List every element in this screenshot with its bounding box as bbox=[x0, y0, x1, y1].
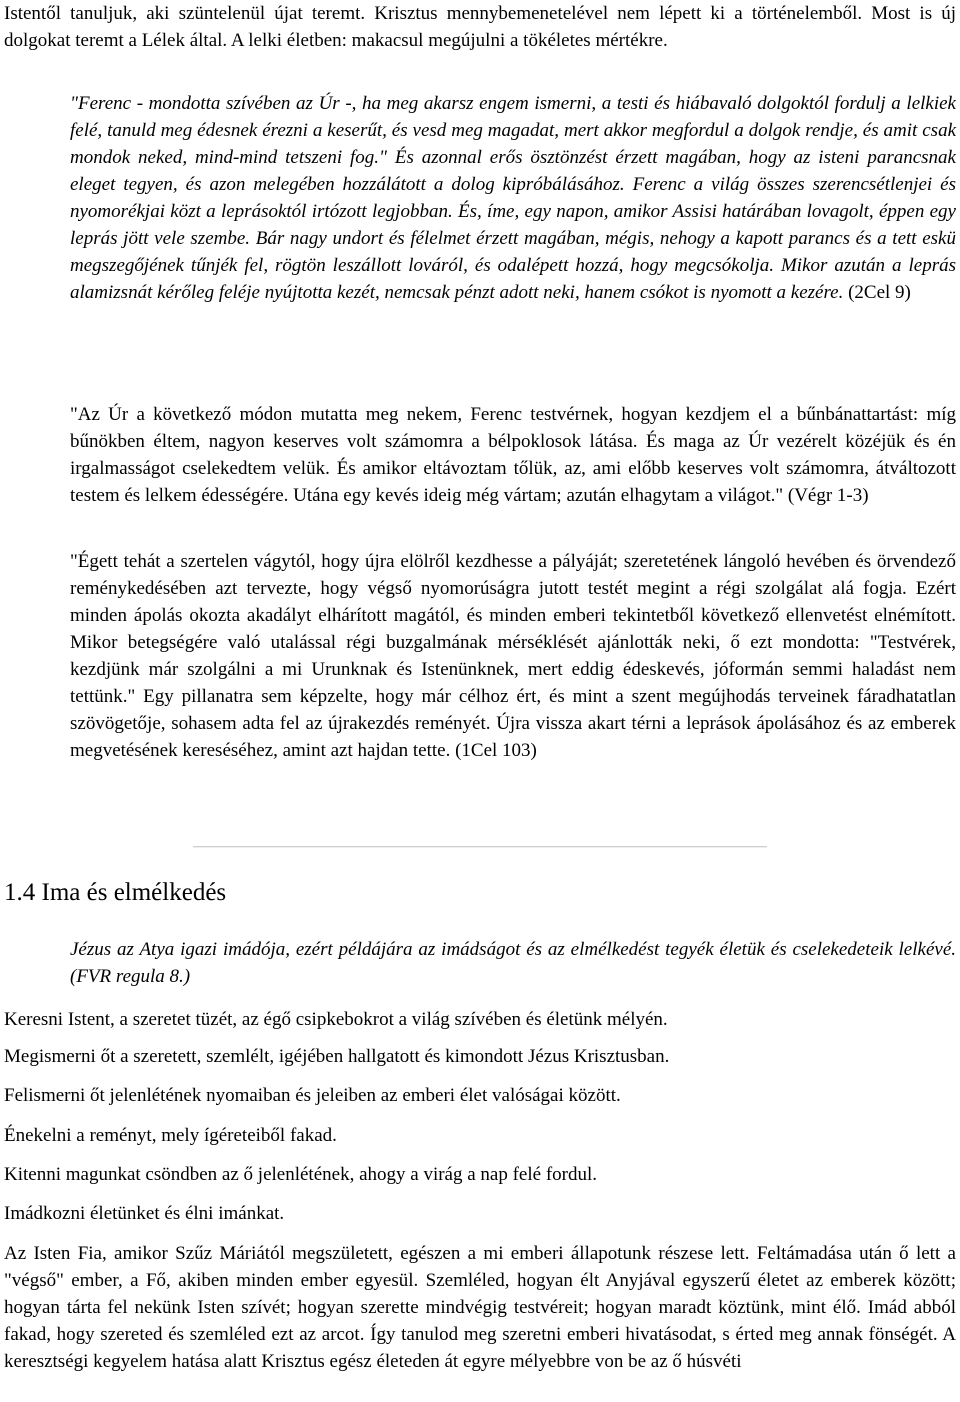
meditation-line-1: Keresni Istent, a szeretet tüzét, az égő csipkebokrot a világ szívében és életünk mélyén. bbox=[4, 1009, 668, 1030]
quote-paragraph-1 bbox=[70, 90, 956, 306]
quote-3-reference: (1Cel 103) bbox=[455, 740, 537, 761]
meditation-line-5: Kitenni magunkat csöndben az ő jelenlétének, ahogy a virág a nap felé fordul. bbox=[4, 1164, 597, 1185]
motto-reference: (FVR regula 8.) bbox=[70, 966, 191, 987]
quote-paragraph-3 bbox=[70, 548, 956, 764]
quote-1-reference: (2Cel 9) bbox=[848, 282, 911, 303]
quote-paragraph-2 bbox=[70, 401, 956, 509]
section-heading: 1.4 Ima és elmélkedés bbox=[4, 879, 227, 906]
meditation-line-4: Énekelni a reményt, mely ígéreteiből fakad. bbox=[4, 1125, 337, 1146]
intro-paragraph: Istentől tanuljuk, aki szüntelenül újat teremt. Krisztus mennybemenetelével nem lépett ki a történelemből. Most is új dolgokat teremt a Lélek által. A lelki életben: makacsul megújulni a tökéletes mértékre. bbox=[4, 3, 956, 51]
quote-2-text: "Az Úr a következő módon mutatta meg nekem, Ferenc testvérnek, hogyan kezdjem el a bűnbánattartást: míg bűnökben éltem, nagyon keserves volt számomra a bélpoklosok látása. És maga az Úr vezérelt közéjük és én irgalmasságot cselekedtem velük. És amikor eltávoztam tőlük, az, ami előbb keserves volt számomra, átváltozott testem és lelkem édességére. Utána egy kevés ideig még vártam; azután elhagytam a világot." bbox=[70, 404, 956, 506]
meditation-line-6: Imádkozni életünket és élni imánkat. bbox=[4, 1203, 285, 1224]
quote-3-text: "Égett tehát a szertelen vágytól, hogy újra elölről kezdhesse a pályáját; szeretetének lángoló hevében és örvendező reménykedésében azt tervezte, hogy végső nyomorúságra jutott testét megint a régi szolgálat alá fogja. Ezért minden ápolás okozta akadályt elhárított magától, és minden emberi tekintetből következő ellenvetést elnémított. Mikor betegségére való utalással régi buzgalmának mérséklését ajánlották neki, ő ezt mondotta: "Testvérek, kezdjünk már szolgálni a mi Urunknak és Istenünknek, mert eddig édeskevés, jóformán semmi haladást nem tettünk." Egy pillanatra sem képzelte, hogy már célhoz ért, és mint a szent megújhodás terveinek fáradhatatlan szövögetője, sohasem adta fel az újrakezdés reményét. Újra vissza akart térni a leprások ápolásához és az emberek megvetésének kereséséhez, amint azt hajdan tette. bbox=[70, 551, 956, 761]
section-divider bbox=[193, 846, 767, 848]
quote-2-reference: (Végr 1-3) bbox=[787, 485, 869, 506]
final-paragraph: Az Isten Fia, amikor Szűz Máriától megszületett, egészen a mi emberi állapotunk részese lett. Feltámadása után ő lett a "végső" ember, a Fő, akiben minden ember egyesül. Szemléled, hogyan élt Anyjával egyszerű életet az emberek között; hogyan tárta fel nekünk Isten szívét; hogyan szerette mindvégig testvéreit; hogyan maradt köztünk, mint élő. Imád abból fakad, hogy szereted és szemléled ezt az arcot. Így tanulod meg szeretni emberi hivatásodat, s érted meg annak fönségét. A keresztségi kegyelem hatása alatt Krisztus egész életeden át egyre mélyebbre von be az ő húsvéti bbox=[4, 1243, 956, 1372]
meditation-line-2: Megismerni őt a szeretett, szemlélt, igéjében hallgatott és kimondott Jézus Krisztusban. bbox=[4, 1046, 670, 1067]
meditation-line-3: Felismerni őt jelenlétének nyomaiban és jeleiben az emberi élet valóságai között. bbox=[4, 1085, 621, 1106]
motto-paragraph bbox=[70, 936, 956, 990]
quote-1-text: "Ferenc - mondotta szívében az Úr -, ha meg akarsz engem ismerni, a testi és hiábavaló dolgoktól fordulj a lelkiek felé, tanuld meg édesnek érezni a keserűt, és vesd meg magadat, mert akkor megfordul a dolgok rendje, és amit csak mondok neked, mind-mind tetszeni fog." És azonnal erős ösztönzést érzett magában, hogy az isteni parancsnak eleget tegyen, és azon melegében hozzálátott a dolog kipróbálásához. Ferenc a világ összes szerencsétlenjei és nyomorékjai közt a leprásoktól irtózott legjobban. És, íme, egy napon, amikor Assisi határában lovagolt, éppen egy leprás jött vele szembe. Bár nagy undort és félelmet érzett magában, mégis, nehogy a kapott parancs és a tett eskü megszegőjének tűnjék fel, rögtön leszállott lováról, és odalépett hozzá, hogy megcsókolja. Mikor azután a leprás alamizsnát kérőleg feléje nyújtotta kezét, nemcsak pénzt adott neki, hanem csókot is nyomott a kezére. bbox=[70, 93, 956, 303]
motto-text: Jézus az Atya igazi imádója, ezért példájára az imádságot és az elmélkedést tegyék életük és cselekedeteik lelkévé. bbox=[70, 939, 956, 960]
